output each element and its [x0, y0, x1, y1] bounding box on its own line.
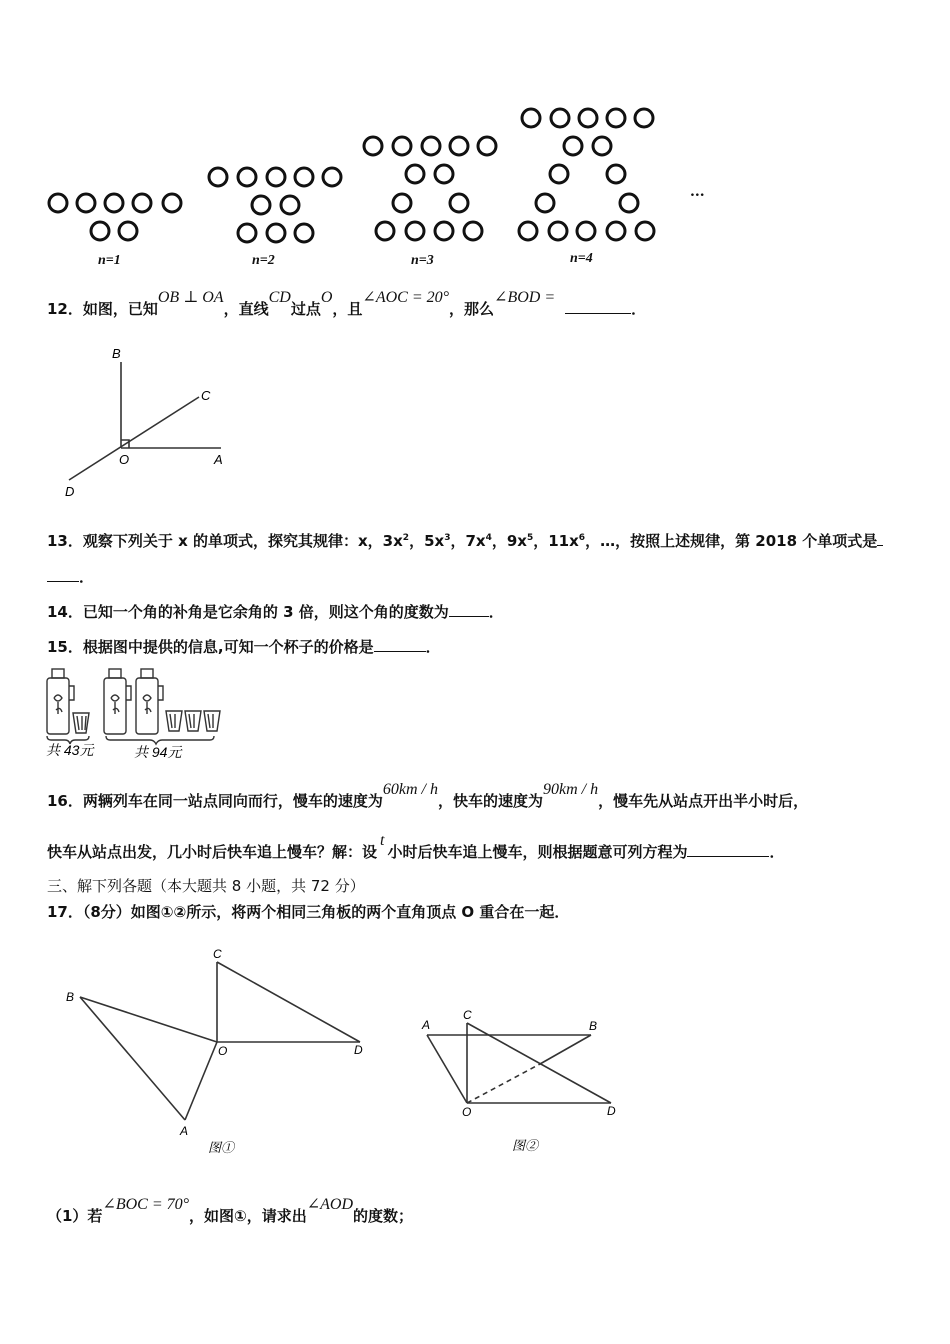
- question-16-line1: 16．两辆列车在同一站点同向而行，慢车的速度为60km / h，快车的速度为90km / h，慢车先从站点开出半小时后，: [47, 781, 809, 810]
- fig1-caption: 图①: [208, 1140, 235, 1155]
- q17-figure-2: [415, 1005, 635, 1155]
- pattern-ellipsis: ...: [690, 184, 705, 200]
- fig1-label-A: A: [180, 1124, 189, 1138]
- question-12: 12．如图，已知OB ⊥ OA，直线CD过点O，且∠AOC = 20°，那么∠BOD =．: [47, 289, 647, 318]
- fig2-label-D: D: [607, 1104, 616, 1118]
- fig2-label-B: B: [589, 1019, 598, 1033]
- fig1-label-B: B: [66, 990, 75, 1004]
- q15-thermos-cups-figure: [42, 666, 242, 761]
- label-C: C: [201, 388, 211, 403]
- question-15: 15．根据图中提供的信息,可知一个杯子的价格是 ．: [47, 638, 441, 656]
- label-A: A: [214, 452, 223, 467]
- fig2-label-O: O: [462, 1105, 472, 1119]
- fig1-label-C: C: [213, 947, 222, 961]
- circle-pattern-figure: [40, 100, 740, 280]
- answer-blank: [565, 301, 631, 314]
- q15-label-2: 共 94元: [134, 744, 182, 760]
- label-D: D: [65, 484, 75, 499]
- pattern-label-n1: n=1: [98, 253, 121, 268]
- fig1-label-O: O: [218, 1044, 228, 1058]
- fig2-label-C: C: [463, 1008, 472, 1022]
- question-13: 13．观察下列关于 x 的单项式，探究其规律：x，$3x^2$，$5x^3$，$7x^4$，$9x^5$，$11x^6$，…，按照上述规律，第 2018 个单项式是: [47, 530, 883, 551]
- answer-blank: [374, 639, 426, 652]
- answer-blank: [47, 569, 79, 582]
- pattern-label-n2: n=2: [252, 253, 275, 268]
- q15-label-1: 共 43元: [46, 742, 94, 758]
- q12-angle-figure: [55, 340, 245, 505]
- question-17-part-1: （1）若∠BOC = 70°，如图①，请求出∠AOD的度数；: [47, 1196, 414, 1225]
- fig2-label-A: A: [422, 1018, 431, 1032]
- fig2-caption: 图②: [512, 1138, 539, 1153]
- question-17: 17．（8分）如图①②所示，将两个相同三角板的两个直角顶点 O 重合在一起．: [47, 903, 570, 921]
- section-3-title: 三、解下列各题（本大题共 8 小题，共 72 分）: [47, 877, 365, 895]
- question-16-line2: 快车从站点出发，几小时后快车追上慢车？解：设t小时后快车追上慢车，则根据题意可列方程为 ．: [47, 832, 785, 861]
- answer-blank: [449, 604, 489, 617]
- q17-figure-1: [60, 940, 380, 1160]
- question-13-cont: ．: [47, 566, 94, 587]
- label-B: B: [112, 346, 121, 361]
- pattern-label-n4: n=4: [570, 251, 593, 266]
- answer-blank: [687, 844, 769, 857]
- pattern-n3: [364, 137, 496, 240]
- pattern-n2: [209, 168, 341, 242]
- pattern-n4: [519, 109, 654, 240]
- pattern-label-n3: n=3: [411, 253, 434, 268]
- pattern-n1: [49, 194, 181, 240]
- label-O: O: [119, 452, 130, 467]
- answer-blank: [877, 533, 883, 546]
- fig1-label-D: D: [354, 1043, 363, 1057]
- question-14: 14．已知一个角的补角是它余角的 3 倍，则这个角的度数为 ．: [47, 603, 504, 621]
